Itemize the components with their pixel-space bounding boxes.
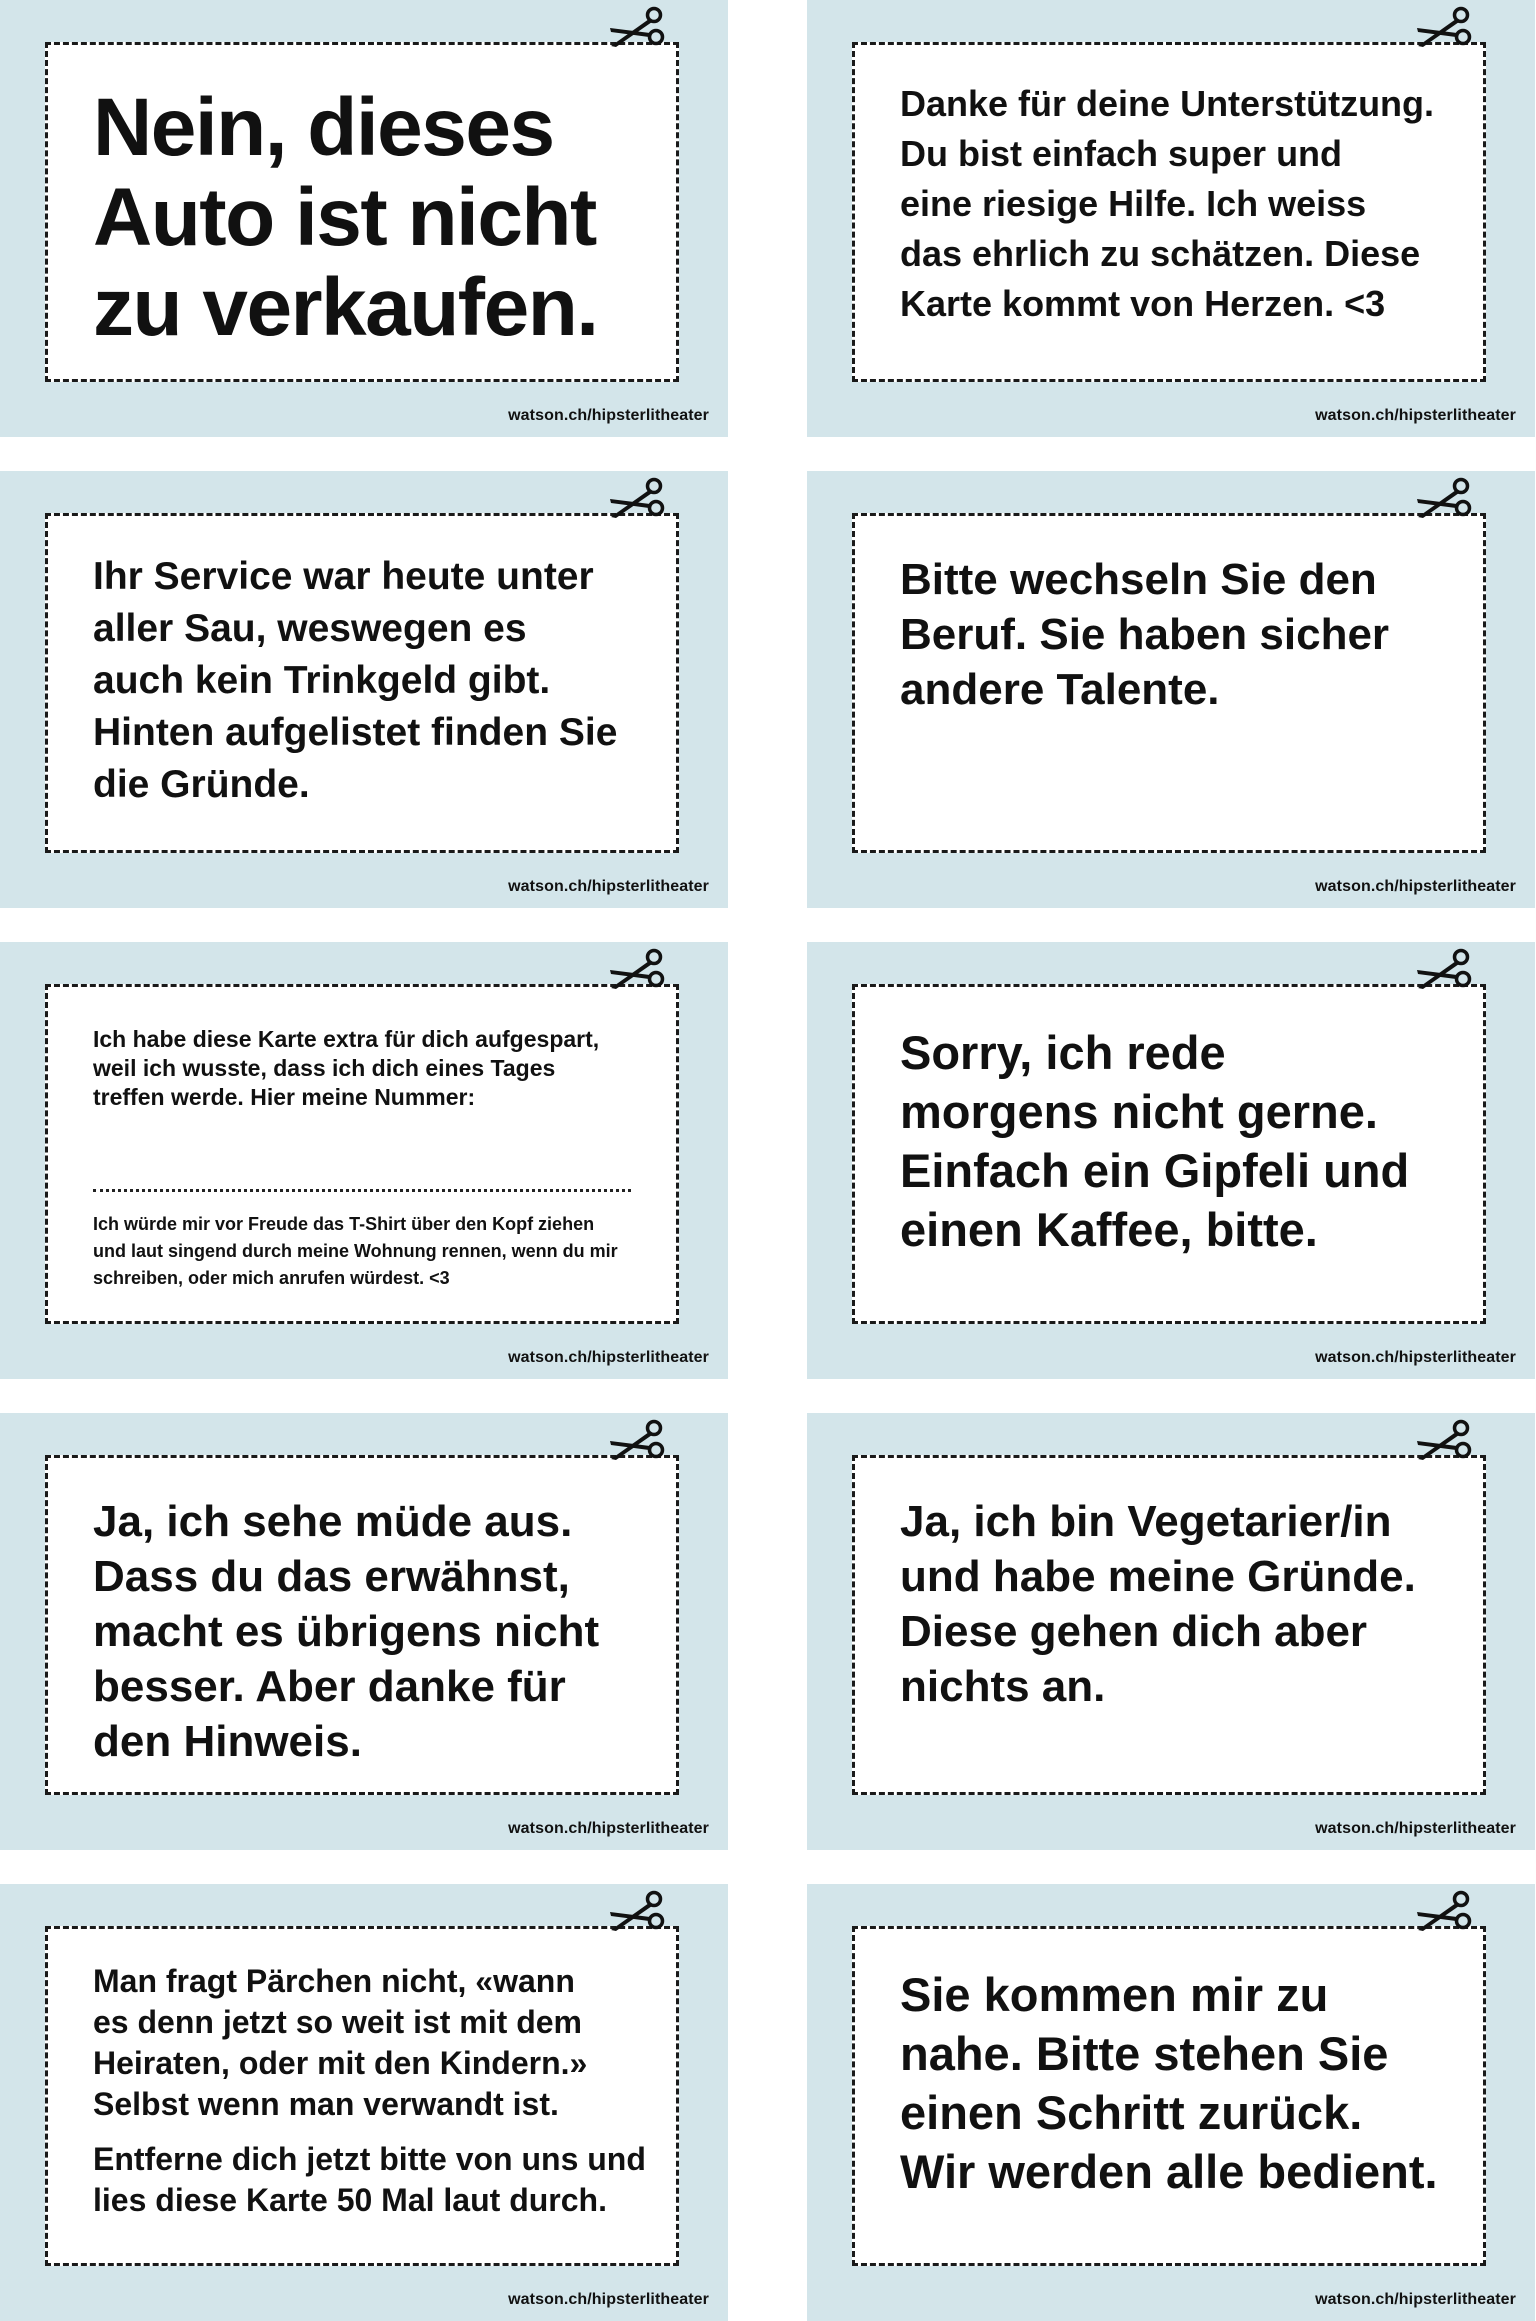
card-message — [93, 83, 646, 353]
coupon-cutout — [45, 1455, 679, 1795]
scissors-icon — [1415, 6, 1475, 50]
message-line: es denn jetzt so weit ist mit dem — [93, 2004, 582, 2040]
message-line: Heiraten, oder mit den Kindern.» — [93, 2045, 588, 2081]
message-line: Ja, ich bin Vegetarier/in — [900, 1497, 1392, 1546]
message-line: besser. Aber danke für — [93, 1662, 566, 1711]
card-phone-number — [0, 942, 728, 1379]
card-secondary-message — [93, 1211, 636, 1292]
scissors-icon — [1415, 1419, 1475, 1463]
footer-url: watson.ch/hipsterlitheater — [508, 407, 709, 424]
message-line: Sorry, ich rede — [900, 1026, 1226, 1079]
phone-number-line[interactable] — [93, 1189, 631, 1192]
footer-url: watson.ch/hipsterlitheater — [508, 878, 709, 895]
card-message — [93, 1961, 646, 2125]
message-line: auch kein Trinkgeld gibt. — [93, 659, 551, 702]
message-line: schreiben, oder mich anrufen würdest. <3 — [93, 1268, 450, 1288]
message-line: aller Sau, weswegen es — [93, 607, 527, 650]
scissors-icon — [1415, 1890, 1475, 1934]
message-line: morgens nicht gerne. — [900, 1085, 1378, 1138]
scissors-icon — [608, 477, 668, 521]
scissors-icon — [608, 1419, 668, 1463]
footer-url: watson.ch/hipsterlitheater — [1315, 407, 1516, 424]
card-auto-not-for-sale — [0, 0, 728, 437]
message-line: das ehrlich zu schätzen. Diese — [900, 233, 1421, 274]
message-line: Sie kommen mir zu — [900, 1968, 1329, 2021]
scissors-icon — [1415, 477, 1475, 521]
coupon-cutout — [852, 42, 1486, 382]
scissors-icon — [608, 1890, 668, 1934]
coupon-cutout — [45, 513, 679, 853]
message-line: Bitte wechseln Sie den — [900, 555, 1377, 604]
coupon-cutout — [45, 984, 679, 1324]
card-message — [93, 1494, 646, 1769]
footer-url: watson.ch/hipsterlitheater — [1315, 878, 1516, 895]
message-line: macht es übrigens nicht — [93, 1607, 600, 1656]
card-morning-coffee — [807, 942, 1535, 1379]
message-line: eine riesige Hilfe. Ich weiss — [900, 183, 1367, 224]
message-line: Ich würde mir vor Freude das T-Shirt über den Kopf ziehen — [93, 1214, 595, 1234]
card-message — [900, 79, 1453, 329]
footer-url: watson.ch/hipsterlitheater — [1315, 2291, 1516, 2308]
message-line: Karte kommt von Herzen. <3 — [900, 283, 1386, 324]
scissors-icon — [608, 6, 668, 50]
message-line: andere Talente. — [900, 665, 1220, 714]
coupon-cutout — [852, 1455, 1486, 1795]
message-line: treffen werde. Hier meine Nummer: — [93, 1084, 476, 1110]
coupon-cutout — [45, 1926, 679, 2266]
coupon-cutout — [852, 984, 1486, 1324]
message-line: Danke für deine Unterstützung. — [900, 83, 1435, 124]
message-line: Du bist einfach super und — [900, 133, 1343, 174]
footer-url: watson.ch/hipsterlitheater — [1315, 1820, 1516, 1837]
message-line: lies diese Karte 50 Mal laut durch. — [93, 2182, 607, 2218]
message-line: und laut singend durch meine Wohnung rennen, wenn du mir — [93, 1241, 618, 1261]
message-line: zu verkaufen. — [93, 262, 598, 353]
footer-url: watson.ch/hipsterlitheater — [508, 1349, 709, 1366]
message-line: Man fragt Pärchen nicht, «wann — [93, 1963, 575, 1999]
message-line: weil ich wusste, dass ich dich eines Tages — [93, 1055, 556, 1081]
card-secondary-message — [93, 2139, 646, 2221]
message-line: Ich habe diese Karte extra für dich aufgespart, — [93, 1026, 600, 1052]
coupon-cutout — [45, 42, 679, 382]
message-line: Einfach ein Gipfeli und — [900, 1144, 1410, 1197]
message-line: die Gründe. — [93, 763, 310, 806]
coupon-cutout — [852, 1926, 1486, 2266]
card-message — [900, 1494, 1453, 1714]
footer-url: watson.ch/hipsterlitheater — [508, 1820, 709, 1837]
card-vegetarian — [807, 1413, 1535, 1850]
card-change-job — [807, 471, 1535, 908]
card-message — [93, 551, 646, 811]
card-message — [900, 552, 1453, 717]
card-bad-service — [0, 471, 728, 908]
card-couples — [0, 1884, 728, 2321]
coupon-cutout — [852, 513, 1486, 853]
message-line: Selbst wenn man verwandt ist. — [93, 2086, 559, 2122]
message-line: Ihr Service war heute unter — [93, 555, 594, 598]
card-message — [900, 1023, 1453, 1259]
card-thank-you — [807, 0, 1535, 437]
footer-url: watson.ch/hipsterlitheater — [508, 2291, 709, 2308]
message-line: Wir werden alle bedient. — [900, 2145, 1438, 2198]
message-line: Diese gehen dich aber — [900, 1607, 1368, 1656]
message-line: den Hinweis. — [93, 1717, 362, 1766]
message-line: Auto ist nicht — [93, 172, 596, 263]
message-line: nichts an. — [900, 1662, 1106, 1711]
footer-url: watson.ch/hipsterlitheater — [1315, 1349, 1516, 1366]
card-tired — [0, 1413, 728, 1850]
card-message — [900, 1965, 1453, 2201]
message-line: Hinten aufgelistet finden Sie — [93, 711, 618, 754]
message-line: einen Schritt zurück. — [900, 2086, 1363, 2139]
message-line: Entferne dich jetzt bitte von uns und — [93, 2141, 646, 2177]
message-line: Nein, dieses — [93, 82, 554, 173]
scissors-icon — [1415, 948, 1475, 992]
message-line: nahe. Bitte stehen Sie — [900, 2027, 1389, 2080]
message-line: einen Kaffee, bitte. — [900, 1203, 1318, 1256]
message-line: Ja, ich sehe müde aus. — [93, 1497, 573, 1546]
card-step-back — [807, 1884, 1535, 2321]
message-line: Dass du das erwähnst, — [93, 1552, 570, 1601]
scissors-icon — [608, 948, 668, 992]
message-line: und habe meine Gründe. — [900, 1552, 1416, 1601]
message-line: Beruf. Sie haben sicher — [900, 610, 1390, 659]
card-message — [93, 1025, 636, 1112]
